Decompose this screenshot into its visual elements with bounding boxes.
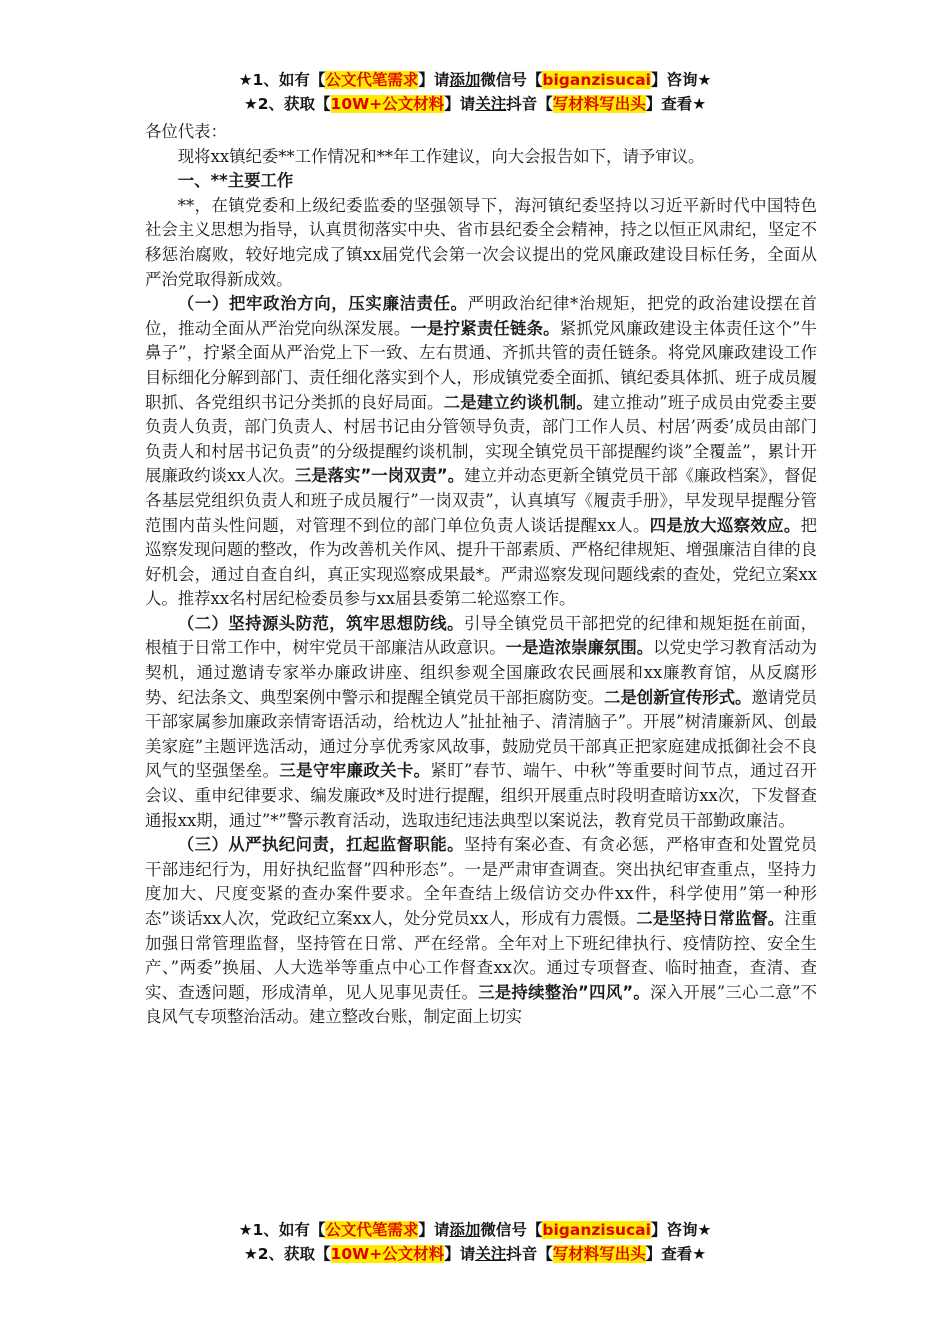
paragraph-text: 引导全镇党员干部把党的纪律和规矩挺在前面，根植于日常工作中，树牢党员干部廉洁从政意识。: [145, 613, 817, 658]
point-title: 二是建立约谈机制。: [443, 392, 593, 412]
promo-text: 抖音【: [506, 1245, 553, 1263]
point-title: 四是放大巡察效应。: [649, 515, 801, 535]
paragraph-text: 把巡察发现问题的整改，作为改善机关作风、提升干部素质、严格纪律规矩、增强廉洁自律的良好机会，通过自查自纠，真正实现巡察成果最*。严肃巡察发现问题线索的查处，党纪立案xx人。推荐xx名村居纪检委员参与xx届县委第二轮巡察工作。: [145, 515, 818, 609]
star-icon: ★: [238, 1221, 253, 1239]
paragraph-text: 深入开展”三心二意”不良风气专项整治活动。建立整改台账，制定面上切实: [145, 982, 818, 1027]
promo-underline: 关注: [475, 95, 507, 113]
summary-paragraph: **，在镇党委和上级纪委监委的坚强领导下，海河镇纪委坚持以习近平新时代中国特色社会主义思想为指导，认真贯彻落实中央、省市县纪委全会精神，持之以恒正风肃纪，坚定不移惩治腐败，较好地完成了镇xx届党代会第一次会议提出的党风廉政建设目标任务，全面从严治党取得新成效。: [145, 195, 818, 289]
paragraph-text: 建立推动”班子成员由党委主要负责人负责，部门负责人、村居书记由分管领导负责，部门工作人员、村居’两委’成员由部门负责人和村居书记负责”的分级提醒约谈机制，实现全镇党员干部提醒约谈”全覆盖”，累计开展廉政约谈xx人次。: [145, 392, 817, 486]
promo-text: 】查看★: [645, 95, 707, 113]
star-icon: ★: [243, 1245, 258, 1263]
promo-text: 2、获取【: [257, 1245, 331, 1263]
section-2-paragraph: [145, 612, 817, 833]
salutation: 各位代表：: [145, 122, 227, 141]
promo-highlight: 10W+公文材料: [330, 1245, 445, 1263]
promo-highlight: 10W+公文材料: [330, 95, 445, 113]
promo-banner-top: [0, 68, 950, 116]
promo-text: 抖音【: [506, 95, 553, 113]
subsection-title: （一）把牢政治方向，压实廉洁责任。: [177, 294, 468, 314]
promo-line-1: [0, 68, 950, 92]
promo-text: 】咨询★: [650, 1221, 712, 1239]
promo-text: 】请: [444, 95, 476, 113]
promo-text: 微信号【: [480, 71, 543, 89]
paragraph-text: 紧盯”春节、端午、中秋”等重要时间节点，通过召开会议、重申纪律要求、编发廉政*及时进行提醒，组织开展重点时段明查暗访xx次，下发督查通报xx期，通过”*”警示教育活动，选取违纪违法典型以案说法，教育党员干部勤政廉洁。: [145, 761, 818, 830]
promo-banner-bottom: [0, 1218, 950, 1266]
promo-text: 微信号【: [480, 1221, 543, 1239]
star-icon: ★: [238, 71, 253, 89]
promo-highlight-wechat: biganzisucai: [542, 1221, 651, 1239]
promo-line-2: [0, 1242, 950, 1266]
point-title: 三是持续整治”四风”。: [478, 982, 651, 1002]
point-title: 一是拧紧责任链条。: [410, 318, 560, 338]
point-title: 三是守牢廉政关卡。: [279, 761, 431, 781]
promo-text: 1、如有【: [252, 1221, 326, 1239]
promo-line-1: [0, 1218, 950, 1242]
point-title: 二是坚持日常监督。: [636, 909, 785, 928]
promo-text: 】请: [418, 1221, 450, 1239]
promo-underline: 关注: [475, 1245, 507, 1263]
paragraph-text: 坚持有案必查、有贪必惩，严格审查和处置党员干部违纪行为，用好执纪监督”四种形态”。一是严肃审查调查。突出执纪审查重点，坚持力度加大、尺度变紧的查办案件要求。全年查结上级信访交办件xx件，科学使用”第一种形态”谈话xx人次，党政纪立案xx人，处分党员xx人，形成有力震慑。: [145, 835, 817, 928]
subsection-title: （二）坚持源头防范，筑牢思想防线。: [177, 613, 464, 633]
promo-line-2: [0, 92, 950, 116]
promo-underline: 添加: [449, 71, 481, 89]
promo-text: 】查看★: [645, 1245, 707, 1263]
promo-text: 2、获取【: [257, 95, 331, 113]
document-body: [145, 120, 817, 1030]
star-icon: ★: [243, 95, 258, 113]
section-heading: 一、**主要工作: [177, 171, 294, 191]
paragraph-text: 注重加强日常管理监督，坚持管在日常、严在经常。全年对上下班纪律执行、疫情防控、安全生产、”两委”换届、人大选举等重点中心工作督查xx次。通过专项督查、临时抽查，查清、查实、查透问题，形成清单，见人见事见责任。: [145, 909, 818, 1002]
paragraph-text: 紧抓党风廉政建设主体责任这个”牛鼻子”，拧紧全面从严治党上下一致、左右贯通、齐抓共管的责任链条。将党风廉政建设工作目标细化分解到部门、责任细化落实到个人，形成镇党委全面抓、镇纪委具体抓、班子成员履职抓、各党组织书记分类抓的良好局面。: [145, 318, 818, 412]
promo-text: 】请: [444, 1245, 476, 1263]
promo-text: 】咨询★: [650, 71, 712, 89]
point-title: 一是造浓崇廉氛围。: [505, 638, 654, 658]
paragraph-text: 严明政治纪律*治规矩，把党的政治建设摆在首位，推动全面从严治党向纵深发展。: [145, 294, 817, 338]
point-title: 二是创新宣传形式。: [603, 687, 752, 707]
paragraph-text: 建立并动态更新全镇党员干部《廉政档案》，督促各基层党组织负责人和班子成员履行”一岗双责”，认真填写《履责手册》，早发现早提醒分管范围内苗头性问题，对管理不到位的部门单位负责人谈话提醒xx人。: [145, 466, 817, 535]
paragraph-text: 以党史学习教育活动为契机，通过邀请专家举办廉政讲座、组织参观全国廉政农民画展和xx廉教育馆，从反腐形势、纪法条文、典型案例中警示和提醒全镇党员干部拒腐防变。: [145, 638, 818, 707]
section-1-paragraph: [145, 292, 817, 612]
section-3-paragraph: [145, 833, 817, 1030]
promo-highlight-douyin: 写材料写出头: [552, 95, 646, 113]
promo-highlight: 公文代笔需求: [325, 71, 419, 89]
paragraph-text: 邀请党员干部家属参加廉政亲情寄语活动，给枕边人”扯扯袖子、清清脑子”。开展”树清廉新风、创最美家庭”主题评选活动，通过分享优秀家风故事，鼓励党员干部真正把家庭建成抵御社会不良风气的坚强堡垒。: [145, 687, 818, 781]
promo-text: 1、如有【: [252, 71, 326, 89]
promo-text: 】请: [418, 71, 450, 89]
promo-underline: 添加: [449, 1221, 481, 1239]
subsection-title: （三）从严执纪问责，扛起监督职能。: [177, 835, 464, 855]
intro-paragraph: 现将xx镇纪委**工作情况和**年工作建议，向大会报告如下，请予审议。: [177, 146, 705, 166]
promo-highlight-douyin: 写材料写出头: [552, 1245, 646, 1263]
point-title: 三是落实”一岗双责”。: [294, 466, 465, 486]
promo-highlight: 公文代笔需求: [325, 1221, 419, 1239]
promo-highlight-wechat: biganzisucai: [542, 71, 651, 89]
